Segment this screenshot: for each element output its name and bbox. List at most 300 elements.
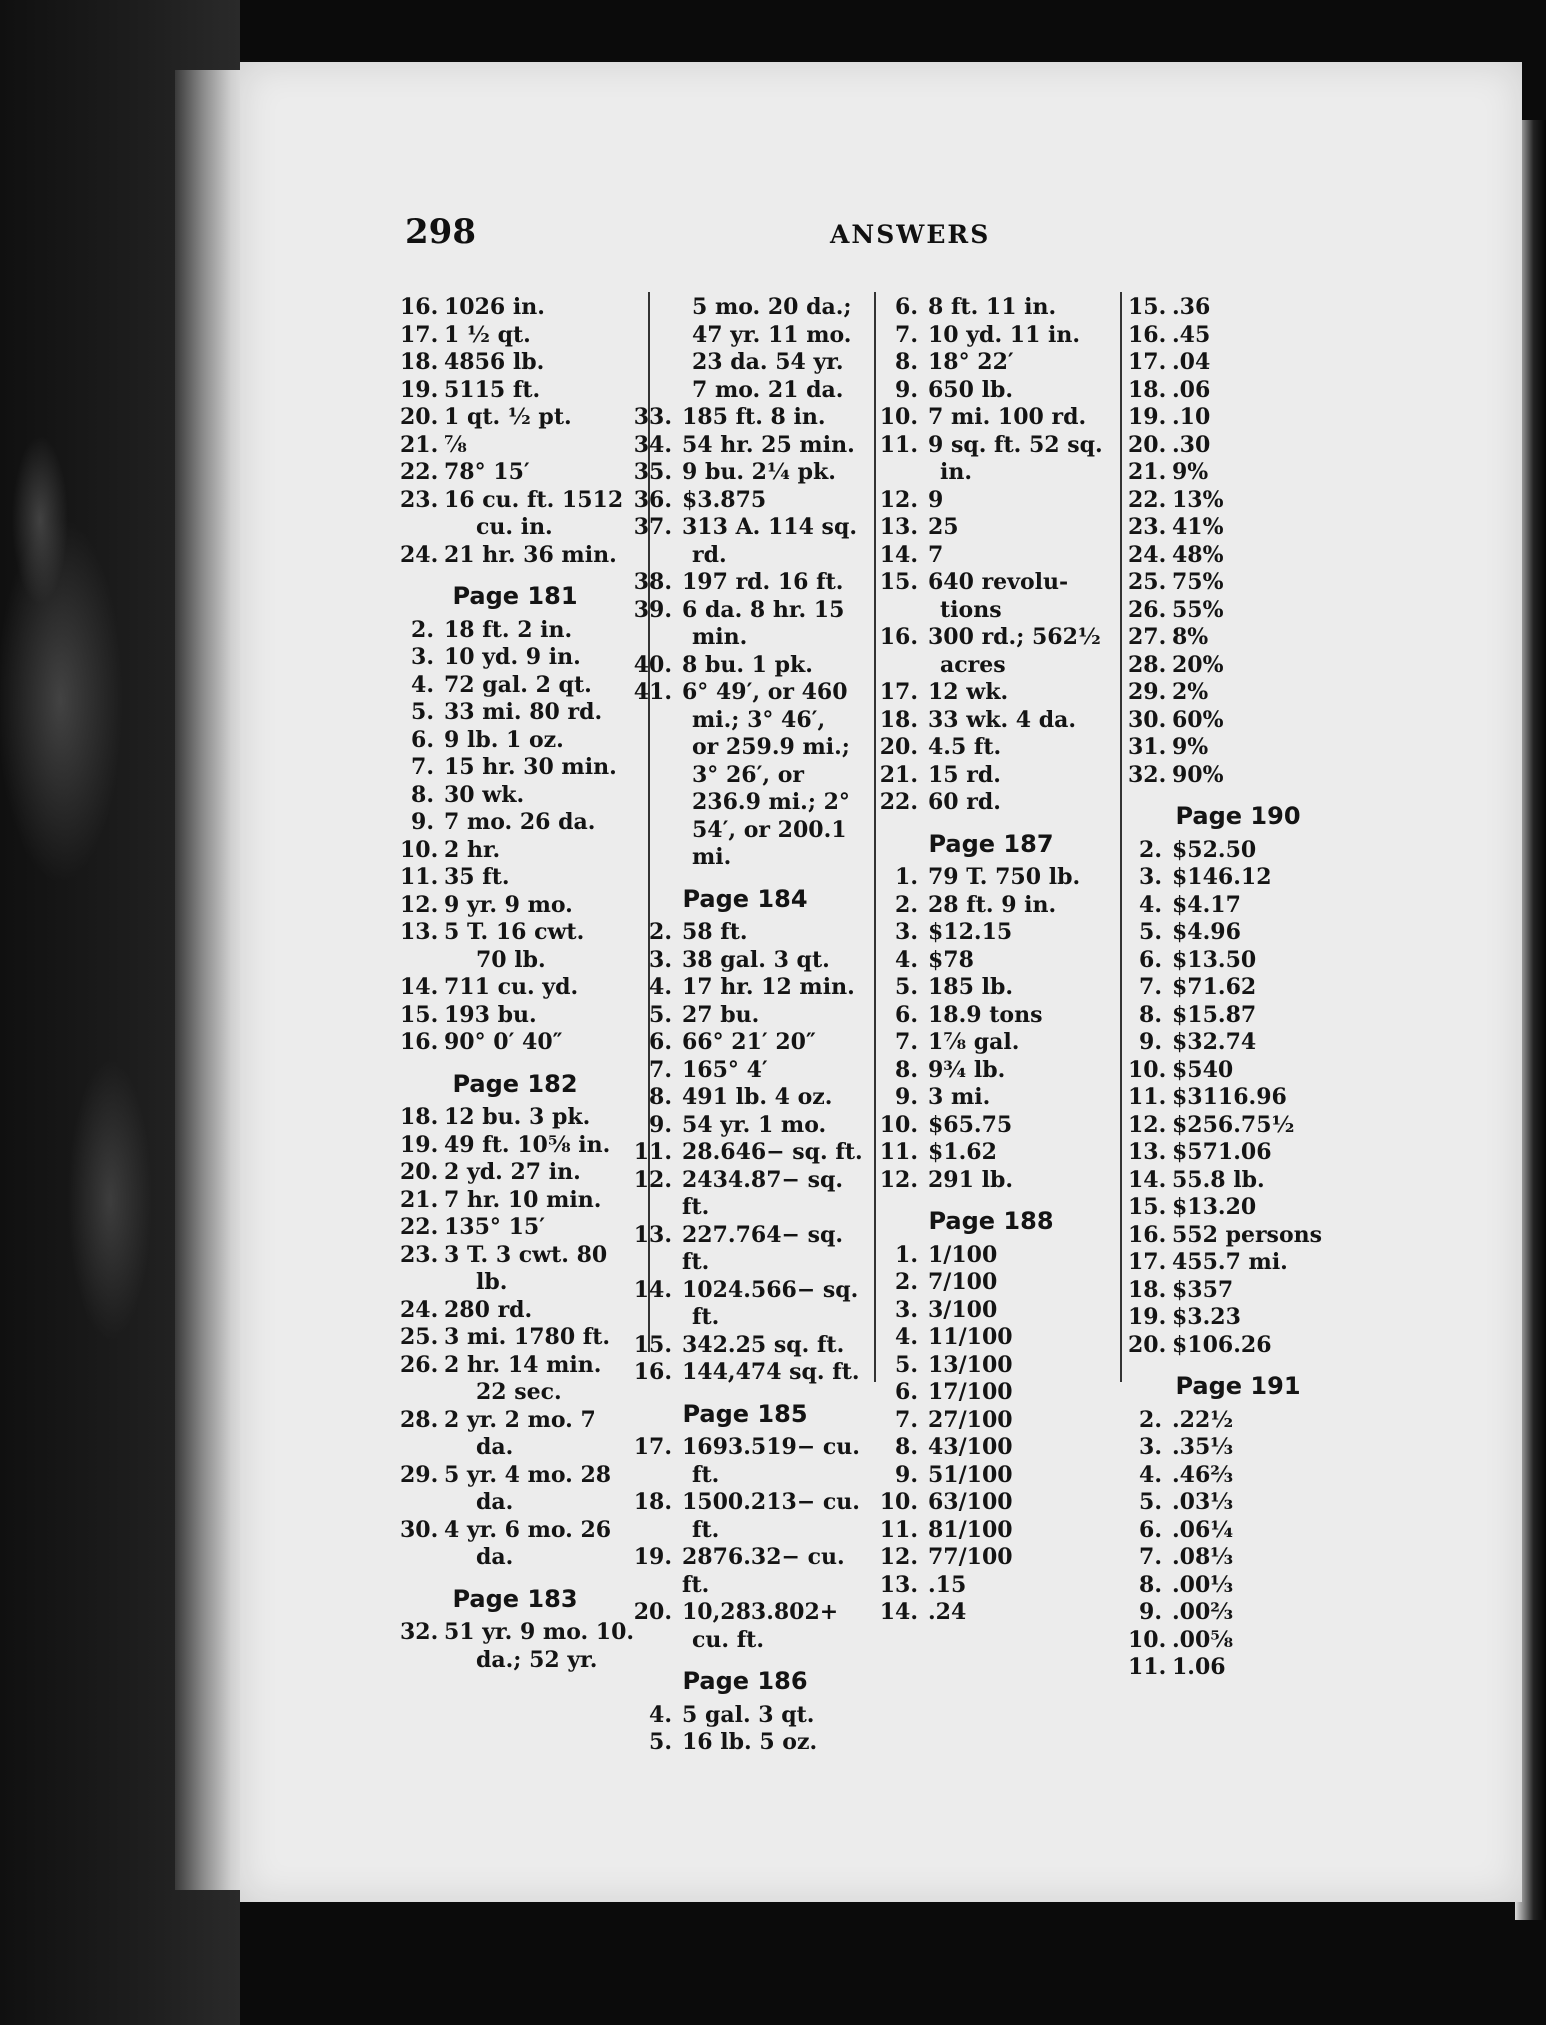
answer-text: $13.20	[1172, 1194, 1257, 1220]
answer-entry	[630, 1057, 875, 1085]
answer-continuation: 22 sec.	[476, 1379, 562, 1405]
answer-entry	[876, 864, 1116, 892]
answer-entry	[400, 377, 650, 405]
answer-number: 16.	[400, 1029, 439, 1055]
answer-entry	[630, 487, 875, 515]
answer-number: 11.	[1128, 1084, 1167, 1110]
answer-continuation: lb.	[476, 1269, 508, 1295]
answer-text: 280 rd.	[444, 1296, 533, 1323]
answer-entry	[1128, 294, 1338, 322]
answer-continuation: 54′, or 200.1	[692, 816, 847, 843]
answer-text: 7/100	[928, 1269, 998, 1295]
answer-entry	[400, 1214, 650, 1242]
answer-text: 9	[928, 486, 944, 513]
answer-entry	[400, 1352, 650, 1380]
answer-number: 15.	[879, 569, 918, 595]
answer-entry	[400, 294, 650, 322]
section-heading: Page 183	[452, 1584, 578, 1613]
answer-text: 17 hr. 12 min.	[682, 974, 855, 1000]
answer-text: $71.62	[1172, 974, 1257, 1000]
answer-number: 13.	[633, 1221, 672, 1248]
answer-entry	[630, 514, 875, 542]
answer-number: 2.	[411, 616, 434, 643]
answer-entry	[876, 542, 1116, 570]
answer-entry	[876, 404, 1116, 432]
answer-entry	[630, 1434, 875, 1462]
answer-text: 20%	[1172, 651, 1224, 678]
answer-number: 25.	[400, 1324, 439, 1350]
answer-entry	[630, 597, 875, 625]
answer-entry	[400, 1324, 650, 1352]
answer-entry	[876, 432, 1116, 460]
answer-entry	[876, 1599, 1116, 1627]
answer-number: 7.	[1139, 1544, 1162, 1570]
answer-text: 342.25 sq. ft.	[682, 1331, 845, 1358]
answer-entry	[1128, 762, 1338, 790]
answer-text: .00⅝	[1172, 1626, 1234, 1653]
answer-text: 2434.87− sq. ft.	[682, 1166, 844, 1220]
answer-number: 6.	[649, 1029, 672, 1055]
answer-number: 15.	[400, 1001, 439, 1028]
answer-entry	[630, 974, 875, 1002]
answer-text: 193 bu.	[444, 1001, 537, 1028]
answer-number: 7.	[649, 1056, 672, 1083]
answer-entry	[1128, 1599, 1338, 1627]
page-header	[240, 212, 1522, 262]
answer-entry	[630, 1332, 875, 1360]
answer-text: 640 revolu-	[928, 569, 1069, 595]
answer-entry	[1128, 1544, 1338, 1572]
answer-entry	[1128, 974, 1338, 1002]
answer-entry	[1128, 404, 1338, 432]
answer-entry	[1128, 1057, 1338, 1085]
answer-text: $4.17	[1172, 891, 1241, 918]
answer-text: 81/100	[928, 1516, 1013, 1543]
answer-number: 34.	[633, 431, 672, 458]
answer-text: $32.74	[1172, 1029, 1257, 1055]
answer-number: 16.	[400, 294, 439, 320]
answer-continuation: 7 mo. 21 da.	[692, 376, 844, 403]
answer-number: 24.	[1128, 541, 1167, 568]
answer-text: .36	[1172, 294, 1211, 320]
answer-number: 23.	[400, 1241, 439, 1268]
answer-text: 197 rd. 16 ft.	[682, 569, 844, 595]
answer-entry	[1128, 542, 1338, 570]
answer-text: 1/100	[928, 1241, 998, 1268]
answer-entry	[630, 947, 875, 975]
answer-entry	[1128, 1407, 1338, 1435]
answer-number: 38.	[633, 569, 672, 595]
answer-text: $3.23	[1172, 1304, 1241, 1330]
answer-text: 144,474 sq. ft.	[682, 1359, 860, 1385]
answer-number: 17.	[879, 679, 918, 705]
answer-entry	[400, 672, 650, 700]
answer-entry	[1128, 487, 1338, 515]
answer-entry	[1128, 1084, 1338, 1112]
answer-text: 650 lb.	[928, 376, 1013, 403]
answer-entry	[876, 789, 1116, 817]
answer-entry	[876, 947, 1116, 975]
answer-text: .45	[1172, 321, 1211, 348]
answer-entry	[400, 617, 650, 645]
answer-text: 18 ft. 2 in.	[444, 616, 573, 643]
answer-entry	[876, 1517, 1116, 1545]
answer-text: 2 hr. 14 min.	[444, 1351, 602, 1378]
answer-entry	[1128, 1002, 1338, 1030]
answer-entry	[1128, 1029, 1338, 1057]
answer-text: 9%	[1172, 459, 1209, 485]
answer-entry	[1128, 349, 1338, 377]
answer-entry	[876, 734, 1116, 762]
answer-text: 7 mi. 100 rd.	[928, 404, 1087, 430]
answer-number: 14.	[879, 541, 918, 568]
answer-entry	[876, 974, 1116, 1002]
answer-text: 165° 4′	[682, 1056, 768, 1083]
answer-text: 1693.519− cu.	[682, 1434, 860, 1460]
answer-continuation: 5 mo. 20 da.;	[692, 294, 852, 320]
answer-text: 6° 49′, or 460	[682, 679, 848, 705]
answer-number: 6.	[1139, 946, 1162, 973]
answer-text: 3/100	[928, 1296, 998, 1323]
answer-number: 20.	[400, 1159, 439, 1185]
answer-number: 4.	[895, 946, 918, 973]
answer-number: 3.	[895, 1296, 918, 1323]
answer-text: 8 bu. 1 pk.	[682, 651, 813, 678]
answer-continuation: 236.9 mi.; 2°	[692, 789, 850, 815]
answer-number: 12.	[1128, 1111, 1167, 1138]
answer-number: 4.	[649, 1701, 672, 1728]
answer-number: 15.	[1128, 294, 1167, 320]
answer-entry	[876, 1139, 1116, 1167]
answer-number: 17.	[400, 321, 439, 348]
answer-number: 24.	[400, 1296, 439, 1323]
answer-text: .04	[1172, 349, 1211, 375]
answer-number: 29.	[400, 1461, 439, 1488]
answer-column-2	[630, 294, 875, 1757]
answer-number: 8.	[895, 349, 918, 375]
answer-entry	[876, 707, 1116, 735]
answer-text: 15 rd.	[928, 761, 1001, 788]
answer-text: 185 ft. 8 in.	[682, 404, 826, 430]
answer-entry	[876, 679, 1116, 707]
answer-number: 10.	[1128, 1056, 1167, 1083]
answer-entry	[876, 1379, 1116, 1407]
answer-text: 4.5 ft.	[928, 734, 1002, 760]
answer-entry	[1128, 1277, 1338, 1305]
answer-entry	[876, 1269, 1116, 1297]
answer-entry	[630, 1359, 875, 1387]
answer-entry	[876, 1057, 1116, 1085]
answer-entry	[1128, 1222, 1338, 1250]
answer-number: 3.	[1139, 1434, 1162, 1460]
answer-text: 12 wk.	[928, 679, 1009, 705]
answer-entry	[400, 1002, 650, 1030]
answer-number: 6.	[895, 1379, 918, 1405]
answer-text: 552 persons	[1172, 1221, 1322, 1248]
answer-number: 11.	[879, 1139, 918, 1165]
answer-text: $106.26	[1172, 1331, 1272, 1358]
answer-number: 5.	[1139, 919, 1162, 945]
answer-text: $65.75	[928, 1111, 1013, 1138]
answer-number: 2.	[1139, 836, 1162, 863]
answer-number: 26.	[400, 1351, 439, 1378]
answer-entry	[1128, 864, 1338, 892]
answer-text: .22½	[1172, 1406, 1234, 1433]
answer-number: 2.	[895, 1269, 918, 1295]
answer-text: 90%	[1172, 761, 1224, 788]
answer-number: 14.	[1128, 1166, 1167, 1193]
answer-entry	[876, 1352, 1116, 1380]
answer-text: $3.875	[682, 486, 767, 513]
answer-text: 79 T. 750 lb.	[928, 864, 1081, 890]
answer-continuation: 23 da. 54 yr.	[692, 349, 844, 375]
answer-text: 3 mi. 1780 ft.	[444, 1324, 611, 1350]
answer-entry	[400, 974, 650, 1002]
answer-continuation: tions	[940, 596, 1002, 623]
answer-number: 17.	[633, 1434, 672, 1460]
answer-text: 10,283.802+	[682, 1599, 839, 1625]
answer-number: 22.	[879, 789, 918, 815]
answer-text: 8 ft. 11 in.	[928, 294, 1057, 320]
answer-number: 22.	[400, 1214, 439, 1240]
answer-entry	[630, 1167, 875, 1222]
answer-text: 10 yd. 11 in.	[928, 321, 1081, 348]
answer-text: .06¼	[1172, 1516, 1234, 1543]
answer-number: 24.	[400, 541, 439, 568]
answer-entry	[1128, 1112, 1338, 1140]
answer-number: 1.	[895, 864, 918, 890]
answer-number: 30.	[1128, 706, 1167, 733]
answer-entry	[400, 754, 650, 782]
answer-text: 38 gal. 3 qt.	[682, 946, 830, 973]
answer-number: 8.	[895, 1056, 918, 1083]
answer-entry	[1128, 1627, 1338, 1655]
page-number: 298	[405, 212, 476, 252]
answer-number: 17.	[1128, 349, 1167, 375]
answer-entry	[876, 1242, 1116, 1270]
answer-entry	[876, 1434, 1116, 1462]
answer-text: 185 lb.	[928, 974, 1013, 1000]
answer-entry	[1128, 1434, 1338, 1462]
answer-entry	[1128, 569, 1338, 597]
answer-text: 313 A. 114 sq.	[682, 514, 857, 540]
answer-entry	[876, 1002, 1116, 1030]
answer-text: 227.764− sq. ft.	[682, 1221, 844, 1275]
answer-entry	[400, 809, 650, 837]
answer-text: $13.50	[1172, 946, 1257, 973]
answer-text: 9¾ lb.	[928, 1056, 1006, 1083]
answer-text: 1026 in.	[444, 294, 545, 320]
answer-entry	[876, 1297, 1116, 1325]
answer-entry	[630, 652, 875, 680]
answer-number: 16.	[1128, 321, 1167, 348]
answer-text: 11/100	[928, 1324, 1013, 1350]
answer-text: 3 T. 3 cwt. 80	[444, 1241, 608, 1268]
answer-continuation: cu. ft.	[692, 1626, 764, 1653]
answer-text: $12.15	[928, 919, 1013, 945]
answer-number: 9.	[895, 1461, 918, 1488]
answer-entry	[876, 1462, 1116, 1490]
answer-entry	[400, 1159, 650, 1187]
answer-text: .24	[928, 1599, 967, 1625]
answer-continuation: in.	[940, 459, 973, 485]
answer-number: 28.	[1128, 651, 1167, 678]
section-heading: Page 188	[928, 1207, 1054, 1235]
answer-entry	[400, 322, 650, 350]
answer-entry	[400, 1029, 650, 1057]
answer-text: 51 yr. 9 mo. 10.	[444, 1619, 635, 1645]
answer-entry	[1128, 624, 1338, 652]
answer-text: 13%	[1172, 486, 1224, 513]
answer-number: 31.	[1128, 734, 1167, 760]
answer-entry	[630, 569, 875, 597]
answer-number: 6.	[1139, 1516, 1162, 1543]
answer-entry	[876, 569, 1116, 597]
answer-text: 12 bu. 3 pk.	[444, 1104, 591, 1130]
answer-number: 5.	[895, 1351, 918, 1378]
answer-number: 11.	[1128, 1654, 1167, 1680]
answer-entry	[1128, 1489, 1338, 1517]
answer-text: 3 mi.	[928, 1084, 991, 1110]
answer-number: 23.	[1128, 514, 1167, 540]
answer-number: 37.	[633, 514, 672, 540]
answer-text: 4 yr. 6 mo. 26	[444, 1516, 612, 1543]
answer-text: 28 ft. 9 in.	[928, 891, 1057, 918]
answer-text: 135° 15′	[444, 1214, 545, 1240]
answer-entry	[630, 1222, 875, 1277]
answer-number: 30.	[400, 1516, 439, 1543]
answer-number: 9.	[895, 1084, 918, 1110]
answer-text: $571.06	[1172, 1139, 1272, 1165]
answer-entry	[1128, 432, 1338, 460]
answer-text: 1500.213− cu.	[682, 1489, 860, 1515]
answer-entry	[876, 322, 1116, 350]
section-heading: Page 191	[1175, 1372, 1301, 1400]
answer-entry	[876, 349, 1116, 377]
answer-number: 5.	[1139, 1489, 1162, 1515]
answer-entry	[876, 892, 1116, 920]
answer-continuation: da.	[476, 1434, 514, 1460]
answer-entry	[630, 1084, 875, 1112]
answer-text: 15 hr. 30 min.	[444, 754, 617, 780]
answer-number: 4.	[895, 1324, 918, 1350]
answer-text: 58 ft.	[682, 919, 748, 945]
answer-entry	[876, 1544, 1116, 1572]
answer-entry	[876, 514, 1116, 542]
section-heading: Page 186	[682, 1667, 808, 1695]
answer-number: 12.	[879, 1166, 918, 1193]
answer-text: $52.50	[1172, 836, 1257, 863]
answer-number: 18.	[1128, 1276, 1167, 1303]
answer-text: 2 hr.	[444, 836, 501, 863]
answer-text: 2%	[1172, 679, 1209, 705]
answer-number: 40.	[633, 651, 672, 678]
answer-text: .00⅔	[1172, 1599, 1234, 1625]
answer-entry	[630, 459, 875, 487]
section-heading: Page 187	[928, 829, 1054, 858]
answer-entry	[876, 377, 1116, 405]
answer-number: 5.	[895, 974, 918, 1000]
answer-number: 29.	[1128, 679, 1167, 705]
answer-entry	[630, 1729, 875, 1757]
answer-text: 7 mo. 26 da.	[444, 809, 596, 835]
answer-entry	[1128, 1167, 1338, 1195]
answer-text: 455.7 mi.	[1172, 1249, 1288, 1275]
section-heading: Page 185	[682, 1399, 808, 1428]
answer-entry	[400, 727, 650, 755]
answer-entry	[1128, 707, 1338, 735]
answer-entry	[1128, 1249, 1338, 1277]
answer-number: 11.	[879, 431, 918, 458]
running-head: ANSWERS	[830, 220, 991, 249]
answer-number: 33.	[633, 404, 672, 430]
answer-entry	[400, 919, 650, 947]
answer-number: 22.	[1128, 486, 1167, 513]
answer-number: 1.	[895, 1241, 918, 1268]
answer-number: 20.	[400, 404, 439, 430]
answer-number: 25.	[1128, 569, 1167, 595]
answer-number: 4.	[649, 974, 672, 1000]
answer-number: 18.	[400, 349, 439, 375]
answer-text: 55.8 lb.	[1172, 1166, 1265, 1193]
answer-text: 18.9 tons	[928, 1001, 1043, 1028]
answer-text: 9 sq. ft. 52 sq.	[928, 431, 1103, 458]
answer-number: 15.	[1128, 1194, 1167, 1220]
answer-text: 49 ft. 10⅝ in.	[444, 1131, 611, 1158]
answer-entry	[400, 349, 650, 377]
answer-entry	[400, 404, 650, 432]
answer-number: 7.	[895, 321, 918, 348]
answer-number: 28.	[400, 1406, 439, 1433]
answer-text: 13/100	[928, 1351, 1013, 1378]
answer-continuation: 47 yr. 11 mo.	[692, 321, 852, 348]
answer-text: 491 lb. 4 oz.	[682, 1084, 833, 1110]
answer-text: 27 bu.	[682, 1001, 760, 1028]
answer-text: 43/100	[928, 1434, 1013, 1460]
answer-text: $15.87	[1172, 1001, 1257, 1028]
answer-number: 14.	[633, 1276, 672, 1303]
answer-continuation: 70 lb.	[476, 946, 546, 973]
answer-text: .35⅓	[1172, 1434, 1234, 1460]
answer-text: 8%	[1172, 624, 1209, 650]
answer-entry	[876, 1112, 1116, 1140]
answer-number: 20.	[1128, 1331, 1167, 1358]
answer-continuation: da.	[476, 1489, 514, 1515]
answer-entry	[630, 1489, 875, 1517]
answer-number: 4.	[1139, 891, 1162, 918]
answer-text: 16 cu. ft. 1512	[444, 486, 624, 513]
answer-number: 18.	[1128, 376, 1167, 403]
answer-number: 19.	[1128, 404, 1167, 430]
answer-entry	[876, 487, 1116, 515]
answer-number: 11.	[633, 1139, 672, 1165]
answer-entry	[400, 892, 650, 920]
answer-number: 19.	[633, 1544, 672, 1570]
answer-text: 5 yr. 4 mo. 28	[444, 1461, 612, 1488]
answer-text: 711 cu. yd.	[444, 974, 579, 1000]
answer-text: .30	[1172, 431, 1211, 458]
answer-continuation: or 259.9 mi.;	[692, 734, 850, 760]
answer-entry	[1128, 652, 1338, 680]
answer-number: 36.	[633, 486, 672, 513]
section-heading: Page 184	[682, 884, 808, 913]
answer-entry	[1128, 597, 1338, 625]
answer-column-4	[1128, 294, 1338, 1682]
answer-text: $3116.96	[1172, 1084, 1287, 1110]
answer-continuation: da.	[476, 1544, 514, 1570]
answer-entry	[400, 644, 650, 672]
answer-text: 60%	[1172, 706, 1224, 733]
